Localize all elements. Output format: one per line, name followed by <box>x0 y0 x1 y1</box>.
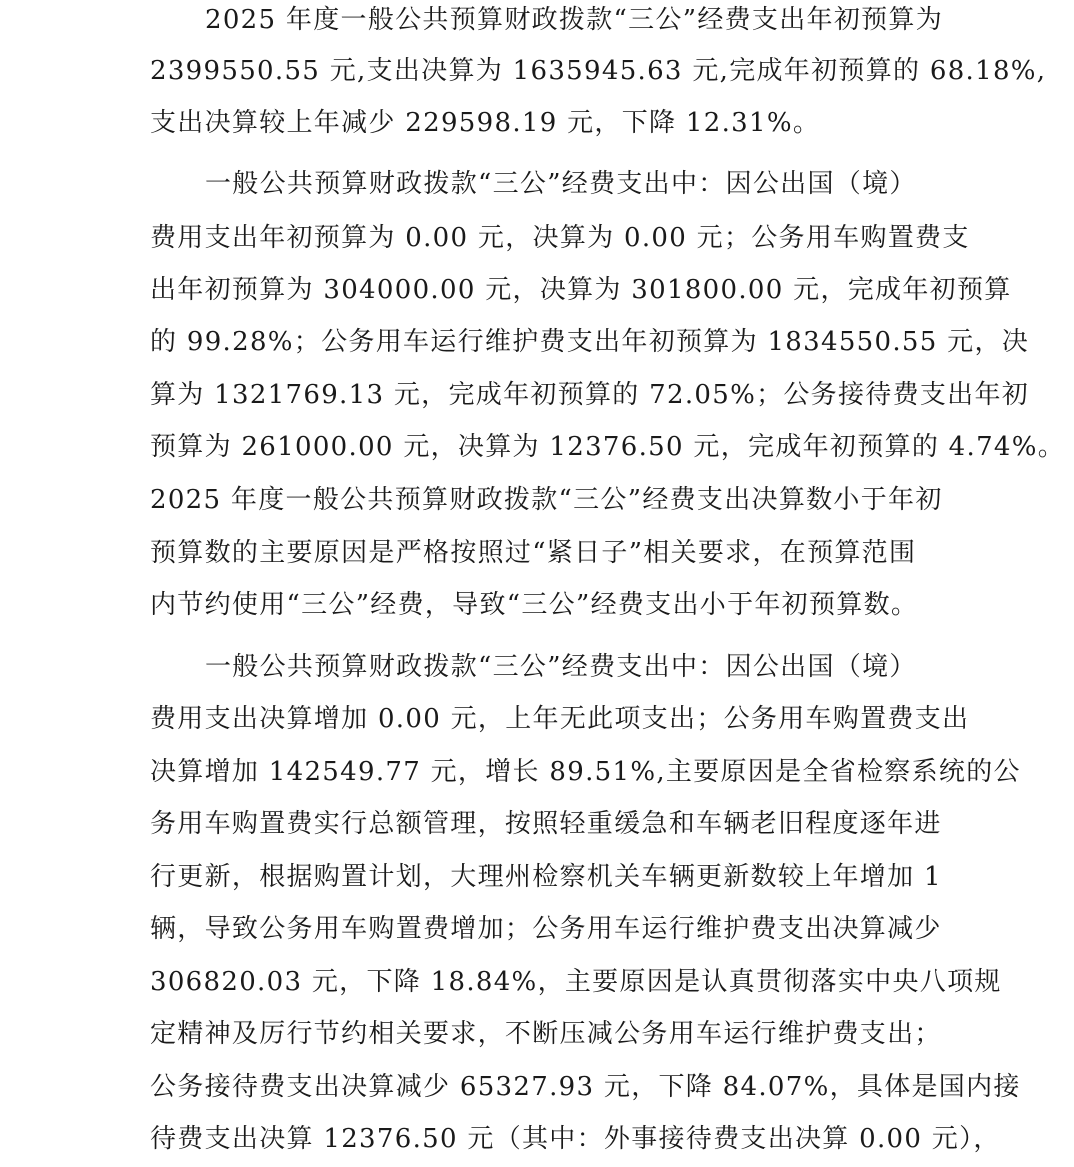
text-line: 306820.03 元，下降 18.84%，主要原因是认真贯彻落实中央八项规 <box>150 967 1002 997</box>
text-line: 内节约使用“三公”经费，导致“三公”经费支出小于年初预算数。 <box>150 590 919 620</box>
text-line: 预算数的主要原因是严格按照过“紧日子”相关要求，在预算范围 <box>150 538 917 568</box>
text-line: 公务接待费支出决算减少 65327.93 元，下降 84.07%，具体是国内接 <box>150 1072 1021 1102</box>
text-line: 务用车购置费实行总额管理，按照轻重缓急和车辆老旧程度逐年进 <box>150 809 942 839</box>
text-line: 费用支出年初预算为 0.00 元，决算为 0.00 元；公务用车购置费支 <box>150 223 970 253</box>
text-line: 2025 年度一般公共预算财政拨款“三公”经费支出年初预算为 <box>205 5 944 35</box>
text-line: 费用支出决算增加 0.00 元，上年无此项支出；公务用车购置费支出 <box>150 704 970 734</box>
text-line: 支出决算较上年减少 229598.19 元，下降 12.31%。 <box>150 108 821 138</box>
text-line: 决算增加 142549.77 元，增长 89.51%,主要原因是全省检察系统的公 <box>150 757 1021 787</box>
text-line: 一般公共预算财政拨款“三公”经费支出中：因公出国（境） <box>205 652 917 682</box>
text-line: 2025 年度一般公共预算财政拨款“三公”经费支出决算数小于年初 <box>150 485 943 515</box>
text-line: 待费支出决算 12376.50 元（其中：外事接待费支出决算 0.00 元）， <box>150 1124 1001 1154</box>
text-line: 定精神及厉行节约相关要求，不断压减公务用车运行维护费支出； <box>150 1019 942 1049</box>
text-line: 行更新，根据购置计划，大理州检察机关车辆更新数较上年增加 1 <box>150 862 942 892</box>
text-line: 预算为 261000.00 元，决算为 12376.50 元，完成年初预算的 4.74%。 <box>150 432 1066 462</box>
text-line: 2399550.55 元,支出决算为 1635945.63 元,完成年初预算的 68.18%, <box>150 56 1047 86</box>
text-line: 辆，导致公务用车购置费增加；公务用车运行维护费支出决算减少 <box>150 914 942 944</box>
text-line: 算为 1321769.13 元，完成年初预算的 72.05%；公务接待费支出年初 <box>150 380 1030 410</box>
text-line: 的 99.28%；公务用车运行维护费支出年初预算为 1834550.55 元，决 <box>150 327 1030 357</box>
text-line: 一般公共预算财政拨款“三公”经费支出中：因公出国（境） <box>205 169 917 199</box>
text-line: 出年初预算为 304000.00 元，决算为 301800.00 元，完成年初预算 <box>150 275 1012 305</box>
